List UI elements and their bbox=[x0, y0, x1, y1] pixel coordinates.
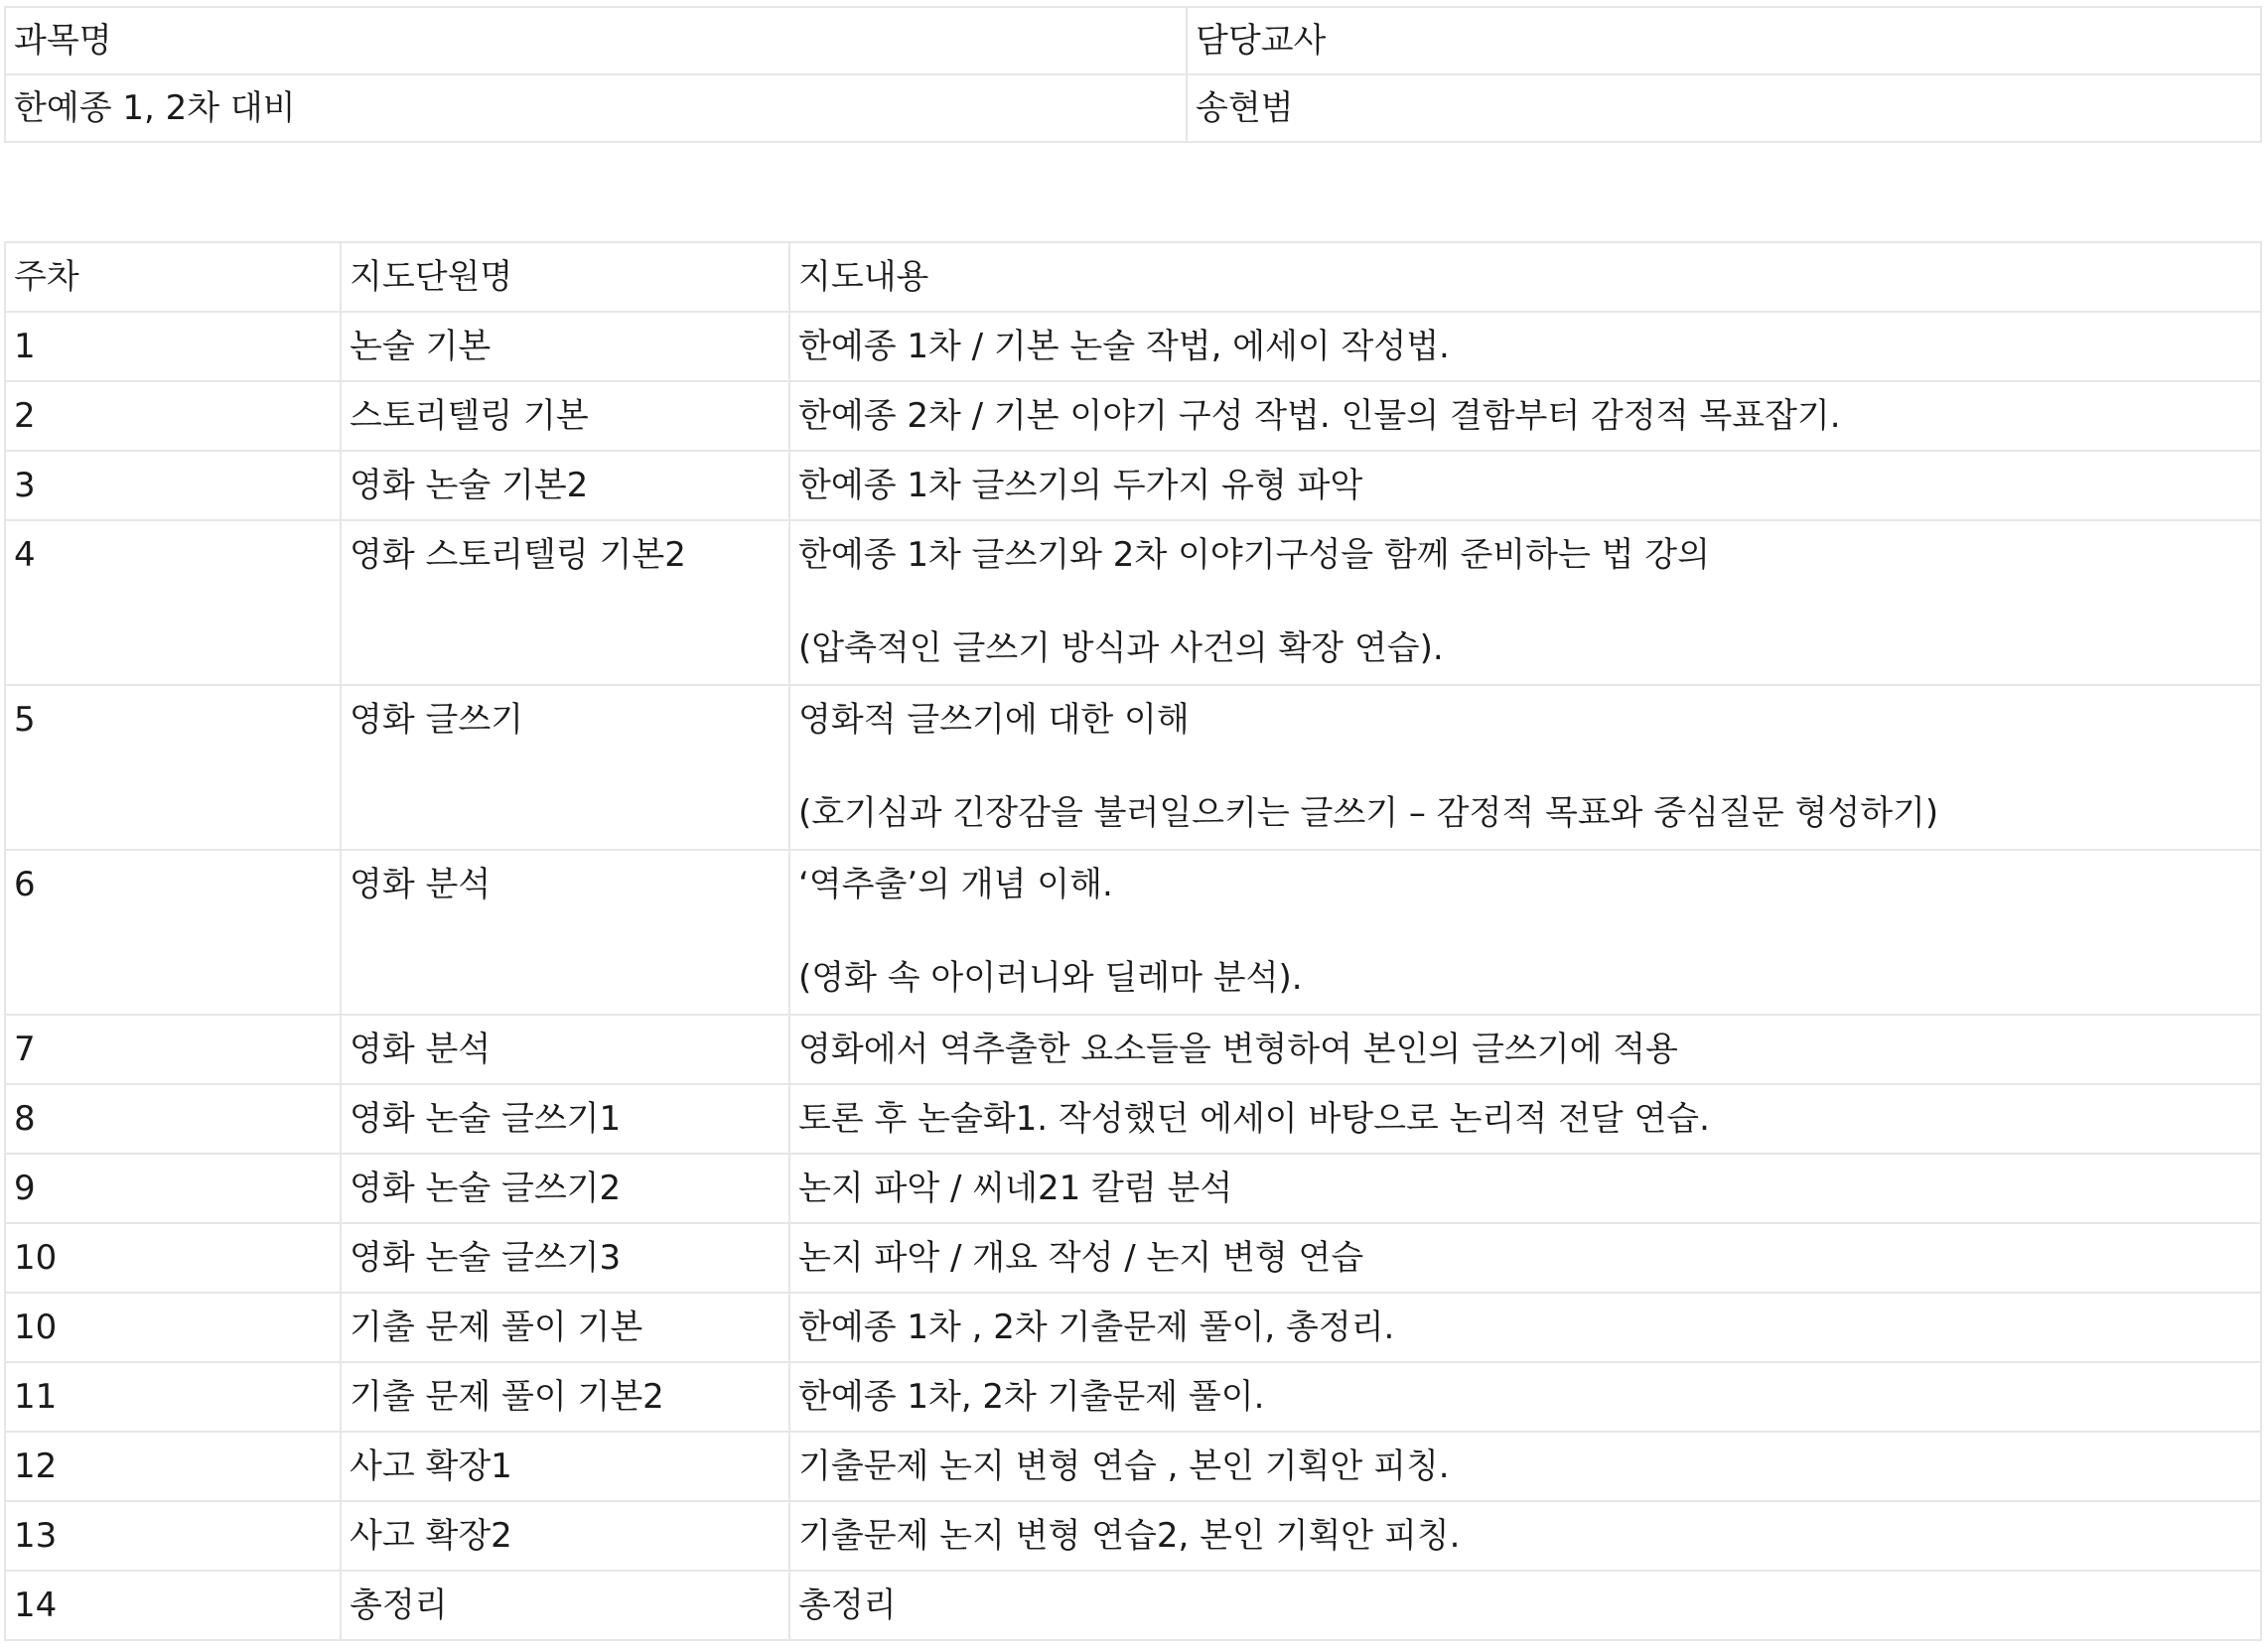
content-line: 한예종 1차, 2차 기출문제 풀이. bbox=[798, 1377, 1265, 1417]
content-cell bbox=[789, 451, 2261, 520]
course-info-value-row bbox=[5, 74, 2261, 142]
content-line: 한예종 1차 글쓰기의 두가지 유형 파악 bbox=[798, 466, 1363, 505]
week-cell: 5 bbox=[5, 685, 341, 850]
content-cell bbox=[789, 1571, 2261, 1640]
content-line: 토론 후 논술화1. 작성했던 에세이 바탕으로 논리적 전달 연습. bbox=[798, 1099, 1710, 1139]
subject-name-value: 한예종 1, 2차 대비 bbox=[5, 74, 1187, 142]
unit-cell: 기출 문제 풀이 기본 bbox=[341, 1293, 789, 1362]
content-line: 한예종 1차 글쓰기와 2차 이야기구성을 함께 준비하는 법 강의 bbox=[798, 535, 1710, 575]
unit-cell: 영화 논술 기본2 bbox=[341, 451, 789, 520]
teacher-value: 송현범 bbox=[1187, 74, 2261, 142]
table-row bbox=[5, 1084, 2261, 1154]
content-cell bbox=[789, 381, 2261, 451]
week-cell: 13 bbox=[5, 1501, 341, 1571]
content-header: 지도내용 bbox=[789, 242, 2261, 312]
unit-cell: 영화 스토리텔링 기본2 bbox=[341, 520, 789, 685]
content-line-extra: (영화 속 아이러니와 딜레마 분석). bbox=[798, 958, 1303, 998]
content-line: 논지 파악 / 씨네21 칼럼 분석 bbox=[798, 1169, 1233, 1208]
table-row bbox=[5, 1293, 2261, 1362]
unit-cell: 논술 기본 bbox=[341, 312, 789, 381]
content-cell bbox=[789, 1015, 2261, 1084]
table-row bbox=[5, 381, 2261, 451]
content-cell bbox=[789, 1154, 2261, 1223]
table-row bbox=[5, 685, 2261, 850]
subject-name-header: 과목명 bbox=[5, 7, 1187, 74]
content-cell bbox=[789, 312, 2261, 381]
lesson-plan-header-row bbox=[5, 242, 2261, 312]
table-row bbox=[5, 1362, 2261, 1432]
unit-cell: 영화 분석 bbox=[341, 1015, 789, 1084]
unit-cell: 사고 확장1 bbox=[341, 1432, 789, 1501]
unit-cell: 영화 논술 글쓰기1 bbox=[341, 1084, 789, 1154]
week-header: 주차 bbox=[5, 242, 341, 312]
content-line: 한예종 1차 , 2차 기출문제 풀이, 총정리. bbox=[798, 1308, 1395, 1347]
teacher-header: 담당교사 bbox=[1187, 7, 2261, 74]
content-cell bbox=[789, 1084, 2261, 1154]
week-cell: 3 bbox=[5, 451, 341, 520]
lesson-plan-table bbox=[4, 241, 2262, 1641]
content-cell bbox=[789, 1501, 2261, 1571]
week-cell: 1 bbox=[5, 312, 341, 381]
unit-cell: 영화 논술 글쓰기3 bbox=[341, 1223, 789, 1293]
content-cell bbox=[789, 685, 2261, 850]
week-cell: 9 bbox=[5, 1154, 341, 1223]
week-cell: 11 bbox=[5, 1362, 341, 1432]
content-line: 총정리 bbox=[798, 1585, 897, 1625]
content-line: 논지 파악 / 개요 작성 / 논지 변형 연습 bbox=[798, 1238, 1364, 1278]
table-row bbox=[5, 451, 2261, 520]
week-cell: 2 bbox=[5, 381, 341, 451]
table-row bbox=[5, 1571, 2261, 1640]
content-line: ‘역추출’의 개념 이해. bbox=[798, 865, 1113, 904]
week-cell: 10 bbox=[5, 1223, 341, 1293]
unit-cell: 총정리 bbox=[341, 1571, 789, 1640]
unit-cell: 영화 분석 bbox=[341, 850, 789, 1015]
content-cell bbox=[789, 1432, 2261, 1501]
content-line-extra: (호기심과 긴장감을 불러일으키는 글쓰기 – 감정적 목표와 중심질문 형성하기) bbox=[798, 793, 1939, 833]
week-cell: 4 bbox=[5, 520, 341, 685]
table-row bbox=[5, 1501, 2261, 1571]
content-cell bbox=[789, 1223, 2261, 1293]
content-cell bbox=[789, 520, 2261, 685]
week-cell: 12 bbox=[5, 1432, 341, 1501]
table-row bbox=[5, 520, 2261, 685]
content-line: 한예종 1차 / 기본 논술 작법, 에세이 작성법. bbox=[798, 327, 1450, 366]
week-cell: 10 bbox=[5, 1293, 341, 1362]
unit-header: 지도단원명 bbox=[341, 242, 789, 312]
unit-cell: 영화 논술 글쓰기2 bbox=[341, 1154, 789, 1223]
content-line-extra: (압축적인 글쓰기 방식과 사건의 확장 연습). bbox=[798, 628, 1444, 668]
content-line: 기출문제 논지 변형 연습2, 본인 기획안 피칭. bbox=[798, 1516, 1461, 1556]
content-cell bbox=[789, 1362, 2261, 1432]
course-info-header-row bbox=[5, 7, 2261, 74]
table-row bbox=[5, 1223, 2261, 1293]
week-cell: 6 bbox=[5, 850, 341, 1015]
unit-cell: 기출 문제 풀이 기본2 bbox=[341, 1362, 789, 1432]
week-cell: 8 bbox=[5, 1084, 341, 1154]
week-cell: 14 bbox=[5, 1571, 341, 1640]
content-line: 영화에서 역추출한 요소들을 변형하여 본인의 글쓰기에 적용 bbox=[798, 1030, 1678, 1069]
content-line: 영화적 글쓰기에 대한 이해 bbox=[798, 700, 1190, 740]
unit-cell: 영화 글쓰기 bbox=[341, 685, 789, 850]
content-line: 한예종 2차 / 기본 이야기 구성 작법. 인물의 결함부터 감정적 목표잡기. bbox=[798, 396, 1841, 436]
unit-cell: 사고 확장2 bbox=[341, 1501, 789, 1571]
table-row bbox=[5, 1432, 2261, 1501]
content-cell bbox=[789, 1293, 2261, 1362]
course-info-table bbox=[4, 6, 2262, 143]
table-row bbox=[5, 1015, 2261, 1084]
table-row bbox=[5, 312, 2261, 381]
week-cell: 7 bbox=[5, 1015, 341, 1084]
content-line: 기출문제 논지 변형 연습 , 본인 기획안 피칭. bbox=[798, 1446, 1450, 1486]
content-cell bbox=[789, 850, 2261, 1015]
unit-cell: 스토리텔링 기본 bbox=[341, 381, 789, 451]
table-row bbox=[5, 1154, 2261, 1223]
table-row bbox=[5, 850, 2261, 1015]
